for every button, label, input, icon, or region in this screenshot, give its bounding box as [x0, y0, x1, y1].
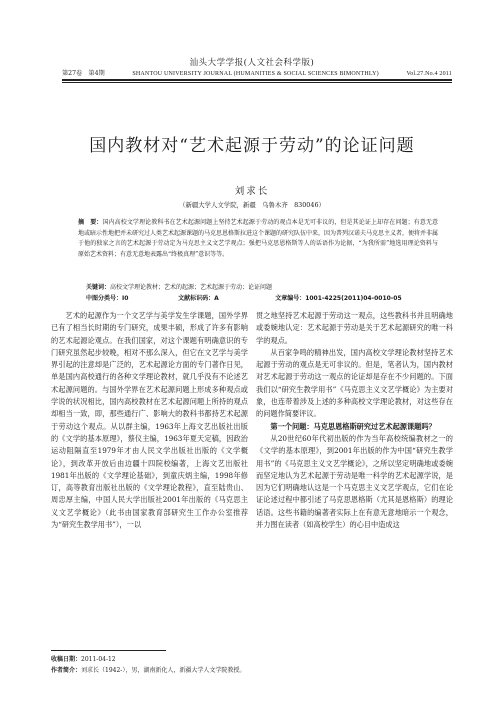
journal-name-en: SHANTOU UNIVERSITY JOURNAL (HUMANITIES & SOCIAL SCIENCES BIMONTHLY) [132, 71, 379, 77]
header-rule-thin [62, 82, 452, 83]
abstract-label: 摘 要： [78, 219, 103, 226]
body-paragraph: 贯之地坚持艺术起源于劳动这一观点，这些教科书并且明确地或委婉地认定：艺术起源于劳动是关于艺术起源研究的唯一科学的观点。 [256, 311, 453, 345]
author-name: 刘求长 [234, 186, 270, 197]
clc-number: 中图分类号：I0 [86, 295, 129, 302]
body-paragraph: 从20世纪60年代初出版的作为当年高校统编教材之一的《文学的基本原理》，到2001年出版的作为中国“研究生教学用书”的《马克思主义文艺学概论》，之所以坚定明确地或委婉而坚定地认为艺术起源于劳动是唯一科学的艺术起源学说，是因为它们明确地认这是一个马克思主义文艺学观点，它们在论证论述过程中都引述了马克思恩格斯（尤其是恩格斯）的理论话语。这些书籍的编著者实际上在有意无意地暗示一个观念，并力图在读者（如高校学生）的心目中造成这 [256, 433, 453, 530]
section-heading: 第一个问题：马克思恩格斯研究过艺术起源课题吗？ [270, 421, 436, 431]
body-paragraph: 艺术的起源作为一个文艺学与美学发生学课题，国外学界已有了相当长时期的专门研究，成果丰硕，形成了许多有影响的艺术起源论观点。在我们国家，对这个课题有明确意识的专门研究虽然起步较晚，相对不那么深入，但它在文艺学与美学界引起的注意却是广泛的，艺术起源论方面的专门著作日见，单是国内高校通行的各种文学理论教材，就几乎没有不论述艺术起源问题的。与国外学界在艺术起源问题上形成多种观点或学说的状况相比，国内高校教材在艺术起源问题上所持的观点却相当一致，即，那些通行广、影响大的教科书都持艺术起源于劳动这个观点。从以群主编，1963年上海文艺出版社出版的《文学的基本原理》，蔡仪主编，1963年夏天定稿，因政治运动阻隔直至1979年才由人民文学出版社出版的《文学概论》，到改革开放后由边疆十四院校编著，上海文艺出版社1981年出版的《文学理论基础》，到童庆炳主编，1998年修订，高等教育出版社出版的《文学理论教程》，直至陆贵山、周忠厚主编，中国人民大学出版社2001年出版的《马克思主义文艺学概论》（此书由国家教育部研究生工作办公室推荐为“研究生教学用书”），一以 [51, 311, 248, 530]
article-title: 国内教材对“艺术起源于劳动”的论证问题 [89, 136, 415, 156]
footnote-rule [51, 650, 166, 651]
abstract [78, 218, 438, 260]
body-paragraph: 从百家争鸣的精神出发，国内高校文学理论教材坚持艺术起源于劳动的观点是无可非议的。但是，笔者认为，国内教材对艺术起源于劳动这一观点的论证却是存在不少问题的。下面我们以“研究生教学用书”《马克思主义文艺学概论》为主要对象，也连带着涉及上述的多种高校文学理论教材，对这些存在的问题作简要评议。 [256, 347, 453, 419]
abstract-text: 国内高校文学理论教科书在艺术起源问题上坚持艺术起源于劳动的观点本是无可非议的，但是其论证上却存在问题；有意无意地或暗示性地把并未研究过人类艺术起源课题的马克思恩格斯拉进这个课题的研究队伍中来，因为普列汉诺夫马克思主义者，便将并非属于他的独家之言的艺术起源于劳动定为马克思主义文艺学观点；强把马克思恩格斯等人的话语作为论据，“为我所需”地选用理论资料与原始艺术资料；有意无意地表露出“终极真理”意识等等。 [78, 219, 439, 258]
document-code: 文献标识码：A [178, 295, 219, 302]
received-date [51, 655, 451, 665]
author-bio-label: 作者简介： [51, 667, 82, 674]
classification-codes [86, 294, 446, 304]
issue-label: 第27卷 第4期 [62, 70, 105, 77]
keywords [86, 283, 446, 293]
journal-name: 汕头大学学报(人文社会科学版) [189, 58, 315, 68]
received-value: 2011-04-12 [81, 656, 116, 663]
running-header [62, 68, 452, 77]
received-label: 收稿日期： [51, 656, 82, 663]
article-number: 文章编号：1001-4225(2011)04-0010-05 [275, 295, 402, 302]
author-affiliation: （新疆大学人文学院，新疆 乌鲁木齐 830046） [179, 201, 325, 209]
author-bio [51, 666, 451, 676]
author-bio-text: 刘求长（1942-），男，湖南新化人，新疆大学人文学院教授。 [81, 667, 246, 674]
body-column-left [51, 310, 248, 531]
keywords-text: 高校文学理论教材；艺术的起源；艺术起源于劳动；论证问题 [110, 284, 273, 291]
body-column-right [256, 310, 453, 531]
volume-label: Vol.27.No.4 2011 [406, 71, 452, 77]
header-rule-thick [62, 79, 452, 81]
keywords-label: 关键词： [86, 284, 111, 291]
